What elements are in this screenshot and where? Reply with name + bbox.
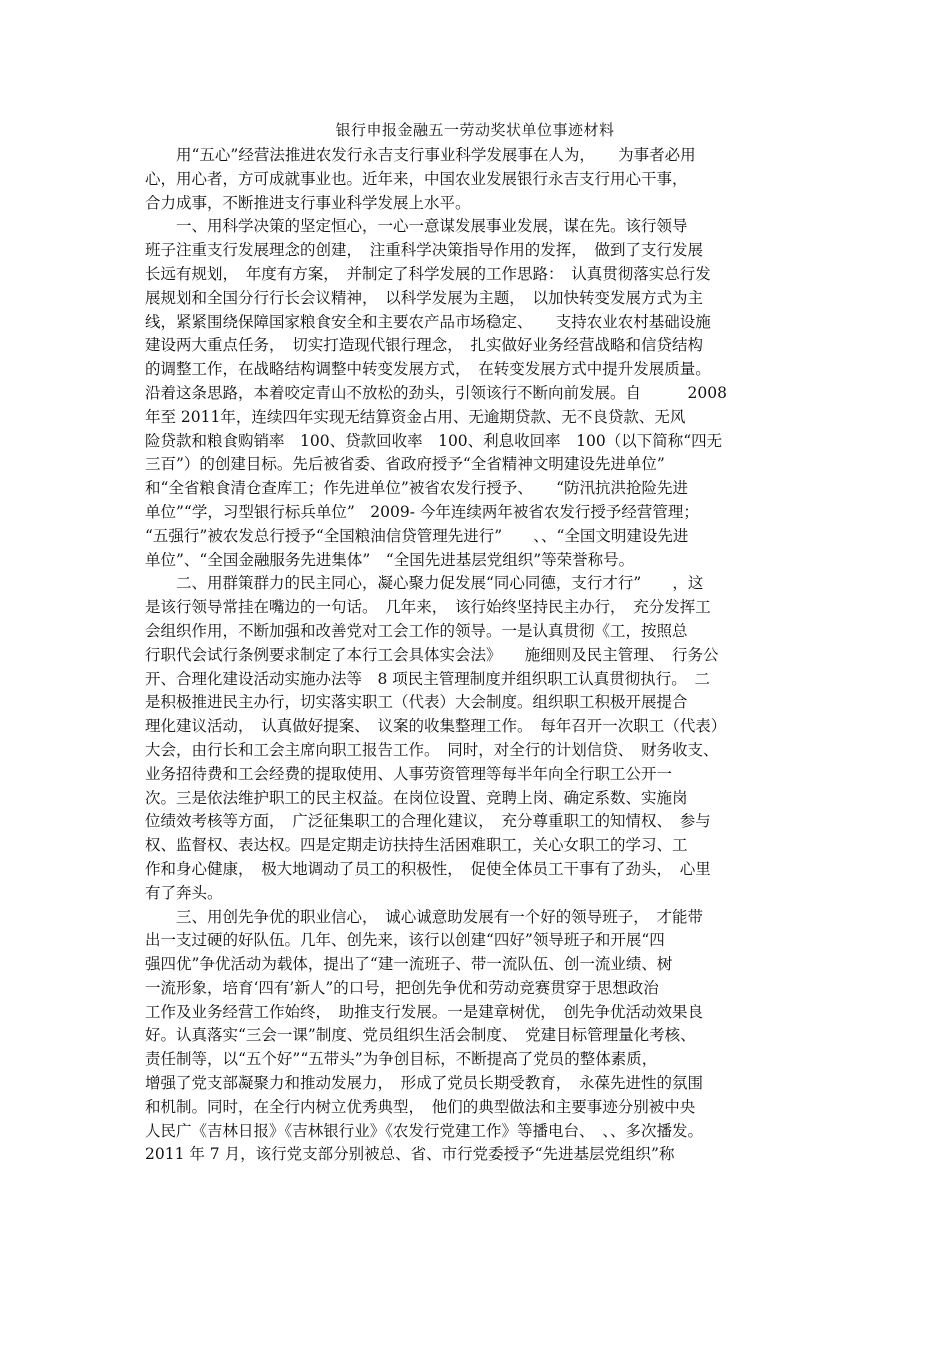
text-line: 三、用创先争优的职业信心， 诚心诚意助发展有一个好的领导班子， 才能带 [145, 907, 704, 926]
text-line: 行职代会试行条例要求制定了本行工会具体实会法》 施细则及民主管理、 行务公 [145, 645, 719, 664]
text-line: 权、监督权、表达权。四是定期走访扶持生活困难职工，关心女职工的学习、工 [145, 836, 688, 855]
text-line: 位绩效考核等方面， 广泛征集职工的合理化建议， 充分尊重职工的知情权、 参与 [145, 812, 711, 831]
text-line: 有了奔头。 [145, 883, 223, 902]
text-line: 是该行领导常挂在嘴边的一句话。 几年来， 该行始终坚持民主办行， 充分发挥工 [145, 598, 711, 617]
text-line: 险贷款和粮食购销率 100、贷款回收率 100、利息收回率 100（以下简称“四无 [145, 431, 723, 450]
text-line: 责任制等，以“五个好”“五带头”为争创目标，不断提高了党员的整体素质， [145, 1050, 658, 1069]
text-line: 的调整工作，在战略结构调整中转变发展方式， 在转变发展方式中提升发展质量。 [145, 360, 711, 379]
text-line: 长远有规划， 年度有方案， 并制定了科学发展的工作思路： 认真贯彻落实总行发 [145, 264, 711, 283]
text-line: 是积极推进民主办行，切实落实职工（代表）大会制度。组织职工积极开展提合 [145, 693, 688, 712]
text-line: 人民广《吉林日报》《吉林银行业》《农发行党建工作》等播电台、 、、多次播发。 [145, 1121, 704, 1140]
text-line: 和机制。同时，在全行内树立优秀典型， 他们的典型做法和主要事迹分别被中央 [145, 1097, 696, 1116]
text-line: 和“全省粮食清仓查库工；作先进单位”被省农发行授予、 “防汛抗洪抢险先进 [145, 479, 689, 498]
text-line: 次。三是依法维护职工的民主权益。在岗位设置、竞聘上岗、确定系数、实施岗 [145, 788, 688, 807]
text-line: 增强了党支部凝聚力和推动发展力， 形成了党员长期受教育， 永葆先进性的氛围 [145, 1074, 704, 1093]
text-line: 一流形象，培育‘四有’新人”的口号，把创先争优和劳动竞赛贯穿于思想政治 [145, 978, 659, 997]
text-line: 大会，由行长和工会主席向职工报告工作。 同时，对全行的计划信贷、 财务收支、 [145, 740, 719, 759]
text-line: 会组织作用，不断加强和改善党对工会工作的领导。一是认真贯彻《工，按照总 [145, 621, 688, 640]
text-line: 业务招待费和工会经费的提取使用、人事劳资管理等每半年向全行职工公开一 [145, 764, 673, 783]
text-line: 用“五心”经营法推进农发行永吉支行事业科学发展事在人为， 为事者必用 [145, 146, 696, 164]
document-title: 银行申报金融五一劳动奖状单位事迹材料 [335, 121, 615, 139]
text-line: 班子注重支行发展理念的创建， 注重科学决策指导作用的发挥， 做到了支行发展 [145, 241, 704, 260]
text-line: 三百”）的创建目标。先后被省委、省政府授予“全省精神文明建设先进单位” [145, 455, 665, 474]
text-line: 合力成事，不断推进支行事业科学发展上水平。 [145, 193, 471, 212]
text-line: 开、合理化建设活动实施办法等 8 项民主管理制度并组织职工认真贯彻执行。 二 [145, 669, 711, 688]
text-line: “五强行”被农发总行授予“全国粮油信贷管理先进行” 、、“全国文明建设先进 [145, 526, 689, 545]
text-line: 好。认真落实“三会一课”制度、党员组织生活会制度、 党建目标管理量化考核、 [145, 1026, 696, 1045]
text-line: 出一支过硬的好队伍。几年、创先来，该行以创建“四好”领导班子和开展“四 [145, 931, 665, 950]
text-line: 建设两大重点任务， 切实打造现代银行理念， 扎实做好业务经营战略和信贷结构 [145, 336, 704, 355]
text-line: 单位”、“全国金融服务先进集体” “全国先进基层党组织”等荣誉称号。 [145, 550, 635, 569]
text-line: 展规划和全国分行行长会议精神， 以科学发展为主题， 以加快转变发展方式为主 [145, 288, 704, 307]
text-line: 二、用群策群力的民主同心，凝心聚力促发展“同心同德，支行才行” ，这 [145, 574, 704, 593]
text-line: 作和身心健康， 极大地调动了员工的积极性， 促使全体员工干事有了劲头， 心里 [145, 859, 711, 878]
text-line: 理化建议活动， 认真做好提案、 议案的收集整理工作。 每年召开一次职工（代表） [145, 717, 727, 736]
text-line: 单位”“学，习型银行标兵单位” 2009- 今年连续两年被省农发行授予经营管理； [145, 502, 699, 521]
text-line: 工作及业务经营工作始终， 助推支行发展。一是建章树优， 创先争优活动效果良 [145, 1002, 704, 1021]
text-line: 一、用科学决策的坚定恒心，一心一意谋发展事业发展，谋在先。该行领导 [145, 217, 688, 236]
text-line: 沿着这条思路，本着咬定青山不放松的劲头，引领该行不断向前发展。自 2008 [145, 383, 727, 402]
text-line: 线，紧紧围绕保障国家粮食安全和主要农产品市场稳定、 支持农业农村基础设施 [145, 312, 711, 331]
text-line: 年至 2011年，连续四年实现无结算资金占用、无逾期贷款、无不良贷款、无风 [145, 407, 686, 426]
document-body [145, 144, 810, 1167]
text-line: 强四优”争优活动为载体，提出了“建一流班子、带一流队伍、创一流业绩、树 [145, 955, 673, 974]
text-line: 2011 年 7 月，该行党支部分别被总、省、市行党委授予“先进基层党组织”称 [145, 1145, 675, 1164]
text-line: 心，用心者，方可成就事业也。近年来，中国农业发展银行永吉支行用心干事， [145, 169, 688, 188]
